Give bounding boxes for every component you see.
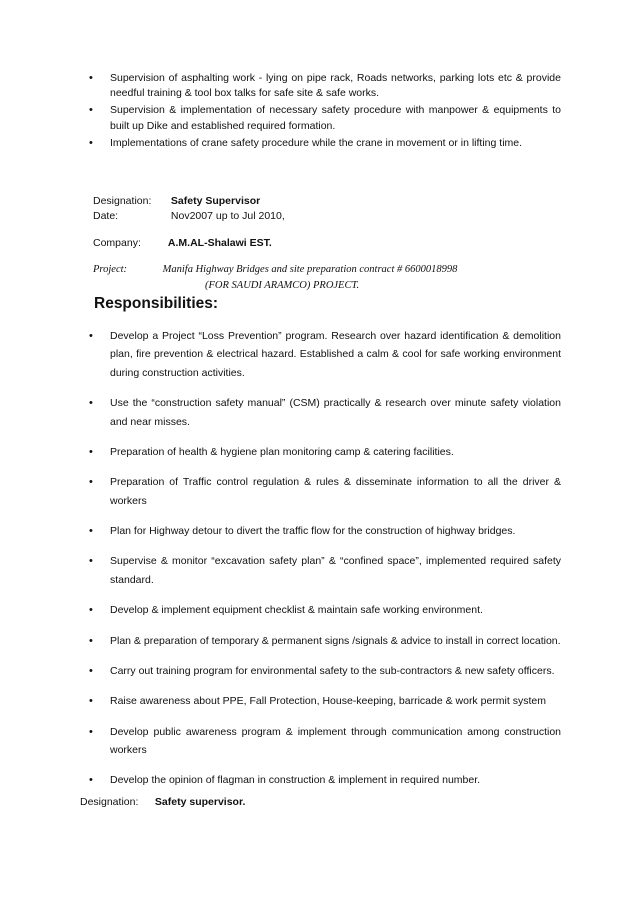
responsibility-item: • Raise awareness about PPE, Fall Protection, House-keeping, barricade & work permit system bbox=[89, 692, 561, 710]
designation-row bbox=[93, 195, 260, 207]
responsibility-item: • Preparation of Traffic control regulation & rules & disseminate information to all the driver & workers bbox=[89, 473, 561, 510]
project-value-continued: (FOR SAUDI ARAMCO) PROJECT. bbox=[205, 280, 360, 291]
responsibility-item: • Develop & implement equipment checklist & maintain safe working environment. bbox=[89, 601, 561, 619]
next-designation-value: Safety supervisor. bbox=[154, 796, 246, 808]
responsibility-item: • Carry out training program for environmental safety to the sub-contractors & new safety officers. bbox=[89, 662, 561, 680]
responsibility-item: • Preparation of health & hygiene plan monitoring camp & catering facilities. bbox=[89, 443, 561, 461]
duty-item: • Supervision & implementation of necessary safety procedure with manpower & equipments to built up Dike and established required formation. bbox=[89, 103, 561, 133]
responsibility-item: • Use the “construction safety manual” (CSM) practically & research over minute safety violation and near misses. bbox=[89, 394, 561, 431]
duties-list bbox=[89, 71, 561, 153]
designation-label: Designation: bbox=[93, 195, 152, 207]
responsibility-item: • Supervise & monitor “excavation safety plan” & “confined space”, implemented required safety standard. bbox=[89, 552, 561, 589]
project-label: Project: bbox=[93, 264, 128, 275]
responsibility-item: • Develop a Project “Loss Prevention” program. Research over hazard identification & demolition plan, fire prevention & electrical hazard. Established a calm & cool for safe working environment during construction activities. bbox=[89, 327, 561, 382]
responsibilities-heading: Responsibilities: bbox=[94, 295, 219, 312]
responsibilities-list bbox=[89, 327, 561, 802]
duty-item: • Supervision of asphalting work - lying on pipe rack, Roads networks, parking lots etc & provide needful training & tool box talks for safe site & safe works. bbox=[89, 71, 561, 101]
project-row bbox=[93, 264, 457, 275]
date-value: Nov2007 up to Jul 2010, bbox=[170, 210, 285, 222]
responsibility-item: • Plan for Highway detour to divert the traffic flow for the construction of highway bridges. bbox=[89, 522, 561, 540]
project-value: Manifa Highway Bridges and site preparation contract # 6600018998 bbox=[162, 264, 458, 275]
responsibility-item: • Develop public awareness program & implement through communication among construction workers bbox=[89, 723, 561, 760]
company-value: A.M.AL-Shalawi EST. bbox=[167, 237, 272, 249]
duty-item: • Implementations of crane safety procedure while the crane in movement or in lifting time. bbox=[89, 136, 561, 151]
next-designation-label: Designation: bbox=[80, 796, 139, 808]
designation-value: Safety Supervisor bbox=[170, 195, 261, 207]
responsibility-item: • Plan & preparation of temporary & permanent signs /signals & advice to install in correct location. bbox=[89, 632, 561, 650]
responsibility-item: • Develop the opinion of flagman in construction & implement in required number. bbox=[89, 771, 561, 789]
date-label: Date: bbox=[93, 210, 119, 222]
company-label: Company: bbox=[93, 237, 141, 249]
date-row bbox=[93, 210, 285, 222]
company-row bbox=[93, 237, 272, 249]
next-designation-row bbox=[80, 796, 245, 808]
